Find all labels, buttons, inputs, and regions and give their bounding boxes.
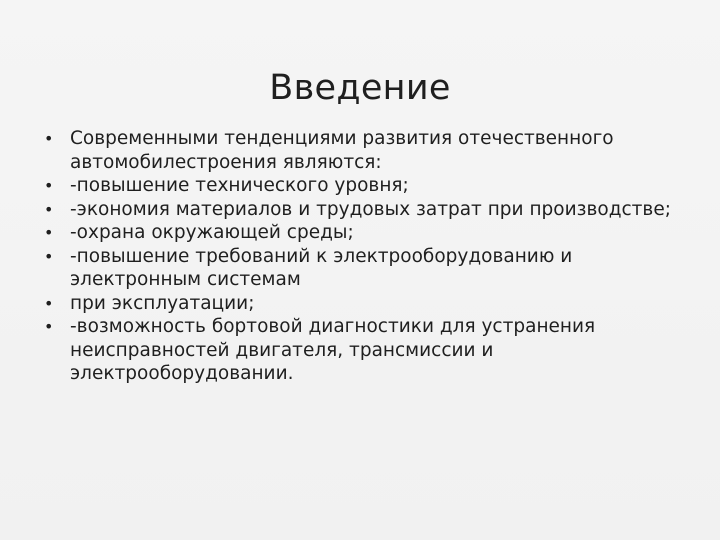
bullet-dot-icon: • <box>44 293 54 313</box>
bullet-item <box>42 127 682 174</box>
bullet-dot-icon: • <box>44 246 54 266</box>
bullet-item <box>42 174 682 198</box>
bullet-text: -повышение требований к электрооборудованию и электронным системам <box>70 245 573 290</box>
bullet-list <box>42 127 682 386</box>
bullet-text: -возможность бортовой диагностики для устранения неисправностей двигателя, трансмиссии и электрооборудовании. <box>70 316 596 384</box>
bullet-dot-icon: • <box>44 129 54 148</box>
bullet-dot-icon: • <box>44 176 54 195</box>
bullet-text: при эксплуатации; <box>70 292 255 314</box>
bullet-text: Современными тенденциями развития отечественного автомобилестроения являются: <box>70 128 614 173</box>
bullet-item <box>42 198 682 222</box>
bullet-text: -повышение технического уровня; <box>70 175 409 196</box>
slide-title: Введение <box>269 68 451 109</box>
bullet-item <box>42 315 682 386</box>
bullet-item <box>42 221 682 245</box>
bullet-dot-icon: • <box>44 223 54 242</box>
bullet-dot-icon: • <box>44 199 54 219</box>
bullet-text: -экономия материалов и трудовых затрат при производстве; <box>70 198 671 220</box>
bullet-item <box>42 292 682 316</box>
bullet-text: -охрана окружающей среды; <box>70 222 354 243</box>
bullet-item <box>42 245 682 292</box>
bullet-dot-icon: • <box>44 317 54 336</box>
